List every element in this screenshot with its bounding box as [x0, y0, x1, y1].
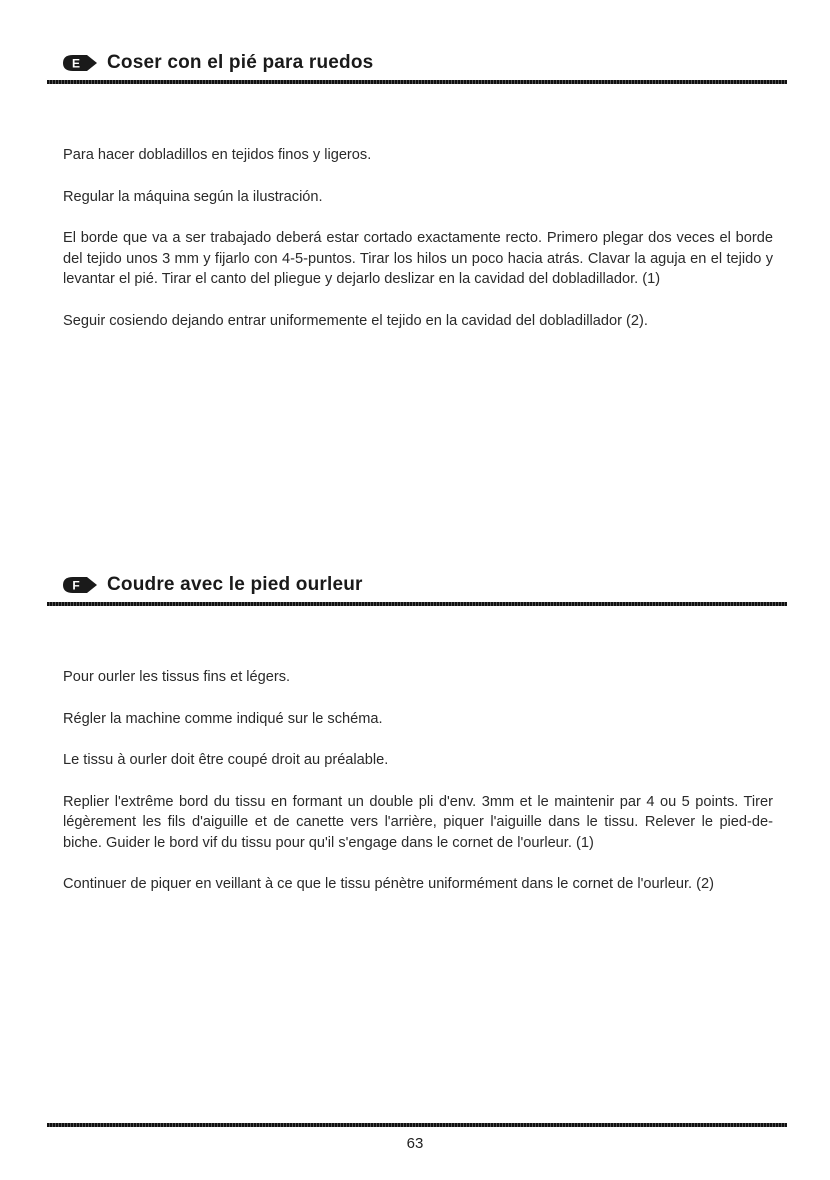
- spanish-section: [47, 48, 787, 331]
- paragraph: Para hacer dobladillos en tejidos finos y ligeros.: [63, 147, 372, 163]
- language-badge-icon: [61, 54, 99, 72]
- page-number: 63: [406, 1135, 424, 1152]
- paragraph: Regular la máquina según la ilustración.: [63, 188, 323, 205]
- section-title: Coser con el pié para ruedos: [107, 52, 374, 73]
- paragraph: El borde que va a ser trabajado deberá estar cortado exactamente recto. Primero plegar dos veces el borde del tejido unos 3 mm y fijarlo con 4-5-puntos. Tirar los hilos un poco hacia atrás. Clavar la aguja en el tejido y levantar el pié. Tirar el canto del pliegue y dejarlo deslizar en la cavidad del dobladillador. (1): [63, 230, 773, 287]
- section-title: Coudre avec le pied ourleur: [107, 574, 363, 595]
- heading-divider: [47, 602, 787, 606]
- paragraph: Replier l'extrême bord du tissu en formant un double pli d'env. 3mm et le maintenir par 4 ou 5 points. Tirer légèrement les fils d'aiguille et de canette vers l'arrière, piquer l'aiguille dans le tissu. Relever le pied-de-biche. Guider le bord vif du tissu pour qu'il s'engage dans le cornet de l'ourleur. (1): [63, 793, 773, 851]
- heading-divider: [47, 80, 787, 84]
- french-heading: [47, 570, 787, 600]
- french-body: [63, 667, 773, 895]
- footer-divider: [47, 1123, 787, 1127]
- paragraph: Seguir cosiendo dejando entrar uniformemente el tejido en la cavidad del dobladillador (2).: [63, 312, 648, 329]
- french-section: [47, 570, 787, 895]
- badge-letter: E: [71, 56, 81, 71]
- paragraph: Régler la machine comme indiqué sur le schéma.: [63, 710, 383, 727]
- paragraph: Continuer de piquer en veillant à ce que le tissu pénètre uniformément dans le cornet de l'ourleur. (2): [63, 876, 714, 892]
- badge-letter: F: [72, 578, 80, 593]
- spanish-heading: [47, 48, 787, 78]
- paragraph: Pour ourler les tissus fins et légers.: [63, 669, 291, 685]
- paragraph: Le tissu à ourler doit être coupé droit au préalable.: [63, 752, 389, 768]
- language-badge-icon: [61, 576, 99, 594]
- spanish-body: [63, 145, 773, 331]
